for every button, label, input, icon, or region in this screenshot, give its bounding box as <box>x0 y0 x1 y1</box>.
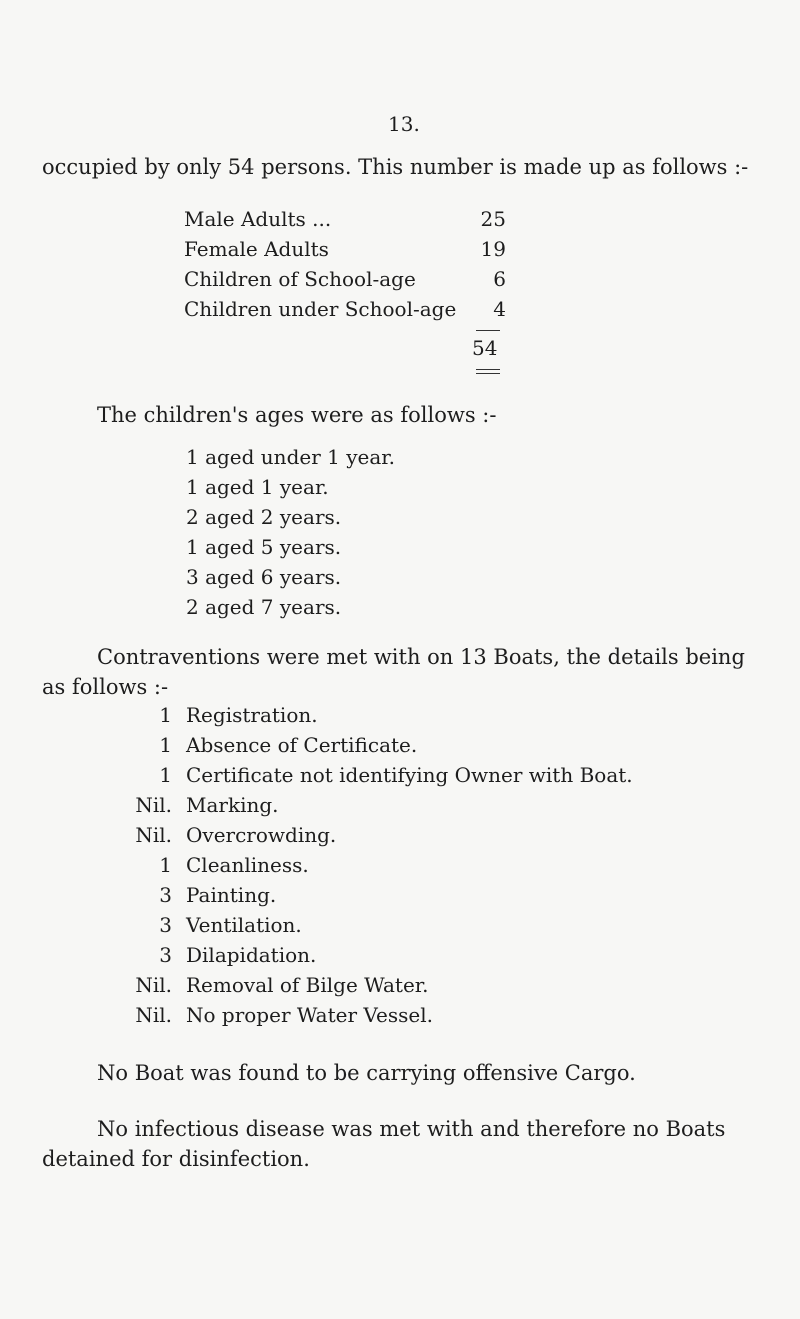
page-number: 13. <box>388 112 420 136</box>
contravention-count: Nil. <box>135 1003 172 1027</box>
contravention-detail: Overcrowding. <box>186 823 337 847</box>
list-item <box>120 880 720 910</box>
contravention-detail: Painting. <box>186 883 277 907</box>
list-item: 2 aged 2 years. <box>186 505 342 529</box>
population-row <box>184 234 524 264</box>
contravention-count: Nil. <box>135 973 172 997</box>
contravention-detail: Marking. <box>186 793 279 817</box>
contravention-count: 1 <box>159 703 172 727</box>
population-row <box>184 294 524 324</box>
population-value: 25 <box>480 207 506 231</box>
offensive-cargo-paragraph: No Boat was found to be carrying offensive Cargo. <box>97 1061 636 1085</box>
list-item <box>120 820 720 850</box>
contravention-detail: Dilapidation. <box>186 943 317 967</box>
contravention-count: 3 <box>159 913 172 937</box>
list-item <box>120 940 720 970</box>
list-item <box>120 790 720 820</box>
population-label: Children of School-age <box>184 267 416 291</box>
population-label: Male Adults ... <box>184 207 332 231</box>
double-rule-bottom <box>476 373 500 374</box>
contraventions-list <box>120 700 720 1030</box>
contravention-count: 1 <box>159 733 172 757</box>
contraventions-intro: Contraventions were met with on 13 Boats, the details being <box>97 645 745 669</box>
ages-list <box>186 420 395 622</box>
contravention-detail: Absence of Certificate. <box>186 733 418 757</box>
population-row <box>184 264 524 294</box>
contravention-count: 1 <box>159 853 172 877</box>
contravention-count: Nil. <box>135 793 172 817</box>
contravention-detail: Registration. <box>186 703 318 727</box>
list-item <box>120 1000 720 1030</box>
contravention-detail: Certificate not identifying Owner with Boat. <box>186 763 633 787</box>
population-table <box>184 204 524 324</box>
contravention-detail: Cleanliness. <box>186 853 309 877</box>
population-total: 54 <box>472 336 498 360</box>
contravention-count: 1 <box>159 763 172 787</box>
sum-rule <box>476 330 500 331</box>
contravention-count: Nil. <box>135 823 172 847</box>
contravention-count: 3 <box>159 883 172 907</box>
list-item: 1 aged 5 years. <box>186 535 342 559</box>
population-label: Children under School-age <box>184 297 457 321</box>
infectious-paragraph-cont: detained for disinfection. <box>42 1147 310 1171</box>
population-value: 6 <box>493 267 506 291</box>
double-rule-top <box>476 369 500 370</box>
infectious-paragraph: No infectious disease was met with and therefore no Boats <box>97 1117 726 1141</box>
contravention-detail: No proper Water Vessel. <box>186 1003 433 1027</box>
list-item: 2 aged 7 years. <box>186 595 342 619</box>
contravention-detail: Ventilation. <box>186 913 302 937</box>
list-item <box>120 760 720 790</box>
list-item: 1 aged 1 year. <box>186 475 329 499</box>
ages-heading: The children's ages were as follows :- <box>97 403 497 427</box>
list-item <box>120 730 720 760</box>
intro-paragraph: occupied by only 54 persons. This number is made up as follows :- <box>42 155 749 179</box>
contraventions-intro-cont: as follows :- <box>42 675 169 699</box>
list-item <box>120 850 720 880</box>
list-item <box>120 700 720 730</box>
contravention-detail: Removal of Bilge Water. <box>186 973 429 997</box>
population-value: 4 <box>493 297 506 321</box>
list-item: 3 aged 6 years. <box>186 565 342 589</box>
list-item: 1 aged under 1 year. <box>186 445 395 469</box>
population-label: Female Adults <box>184 237 329 261</box>
list-item <box>120 970 720 1000</box>
list-item <box>120 910 720 940</box>
contravention-count: 3 <box>159 943 172 967</box>
population-value: 19 <box>480 237 506 261</box>
population-row <box>184 204 524 234</box>
